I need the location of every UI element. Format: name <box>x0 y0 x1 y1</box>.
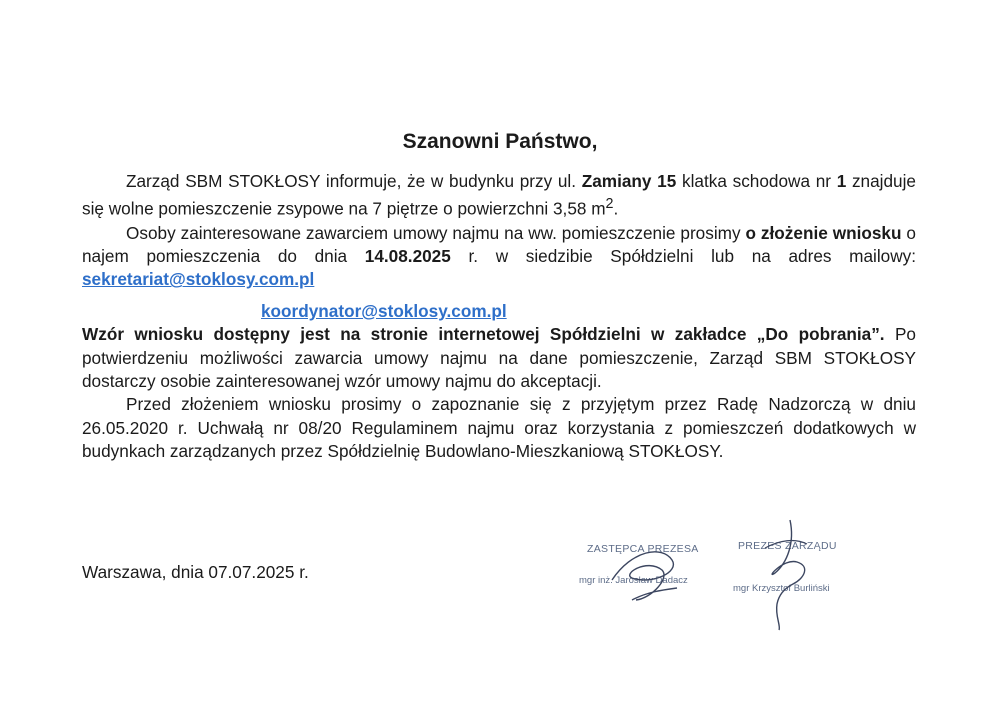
stamp-role: PREZES ZARZĄDU <box>738 540 837 552</box>
page-title: Szanowni Państwo, <box>402 130 598 153</box>
signature-vice-president <box>592 540 712 610</box>
stamp-name: mgr Krzysztof Burliński <box>733 583 830 594</box>
paragraph-regulations: Przed złożeniem wniosku prosimy o zapoznanie się z przyjętym przez Radę Nadzorczą w dniu 26.05.2020 r. Uchwałą nr 08/20 Regulaminem najmu oraz korzystania z pomieszczeń dodatkowych w budynkach zarządzanych przez Spółdzielnię Budowlano-Mieszkaniową STOKŁOSY. <box>82 394 916 462</box>
text: . <box>613 199 619 220</box>
text: r. w siedzibie Spółdzielni lub na adres mailowy: <box>450 245 916 266</box>
text: klatka schodowa nr <box>676 171 837 191</box>
deadline-date: 14.08.2025 <box>364 245 451 266</box>
signature-president <box>735 518 845 633</box>
letter-body <box>82 170 916 464</box>
application-request: o złożenie wniosku <box>745 222 902 243</box>
stamp-role: ZASTĘPCA PREZESA <box>587 543 699 555</box>
text: Po potwierdzeniu możliwości zawarcia umowy najmu na dane pomieszczenie, Zarząd SBM STOKŁOSY dostarczy osobie zainteresowanej wzór umowy najmu do akceptacji. <box>82 324 916 391</box>
staircase-number: 1 <box>836 171 847 191</box>
text: Zarząd SBM STOKŁOSY informuje, że w budynku przy ul. <box>126 171 582 191</box>
stamp-name: mgr inż. Jarosław Dadacz <box>579 575 688 586</box>
paragraph-application <box>82 222 916 324</box>
email-link-koordynator[interactable]: koordynator@stoklosy.com.pl <box>261 300 507 321</box>
paragraph-vacancy <box>82 170 916 222</box>
date-line: Warszawa, dnia 07.07.2025 r. <box>82 562 309 582</box>
email-link-sekretariat[interactable]: sekretariat@stoklosy.com.pl <box>82 269 315 290</box>
text: Osoby zainteresowane zawarciem umowy najmu na ww. pomieszczenie prosimy <box>126 222 746 243</box>
text: znajduje się wolne pomieszczenie zsypowe na 7 piętrze o powierzchni 3,58 m <box>82 171 916 220</box>
text: o najem pomieszczenia do dnia <box>82 222 916 266</box>
street-address: Zamiany 15 <box>581 171 677 191</box>
superscript: 2 <box>605 196 614 213</box>
form-availability-note: Wzór wniosku dostępny jest na stronie internetowej Spółdzielni w zakładce „Do pobrania”. <box>82 324 885 345</box>
paragraph-form-info <box>82 323 916 393</box>
